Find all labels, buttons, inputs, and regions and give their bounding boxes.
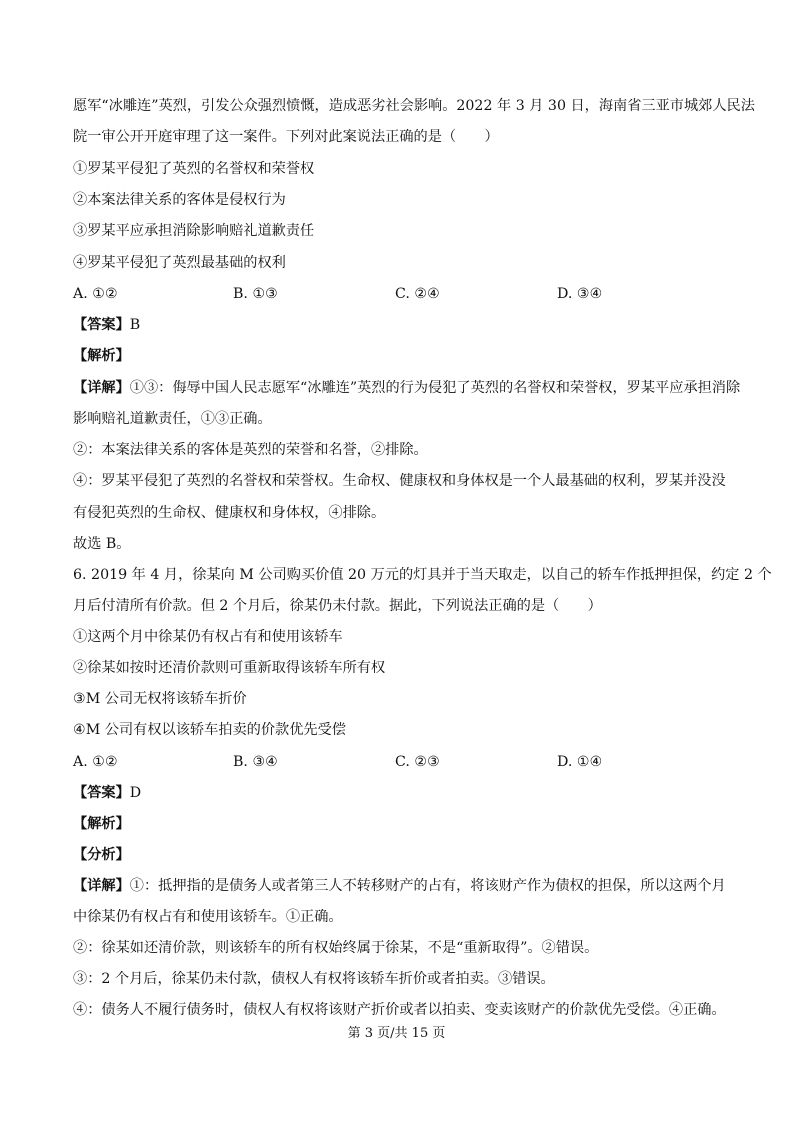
q5-detail-line-3: ②：本案法律关系的客体是英烈的荣誉和名誉，②排除。 (73, 442, 428, 458)
q5-conclusion: 故选 B。 (73, 536, 131, 552)
analysis-tag: 【解析】 (73, 816, 130, 832)
analysis-tag: 【解析】 (73, 348, 130, 364)
detail-text: ①：抵押指的是债务人或者第三人不转移财产的占有，将该财产作为债权的担保，所以这两个月 (129, 878, 726, 894)
q6-detail-line-4: ③：2 个月后，徐某仍未付款，债权人有权将该轿车折价或者拍卖。③错误。 (73, 971, 555, 987)
q5-statement-1: ①罗某平侵犯了英烈的名誉权和荣誉权 (73, 161, 315, 177)
q6-answer (73, 783, 141, 803)
q5-analysis-heading (73, 346, 130, 366)
q6-option-b: B. ③④ (233, 754, 278, 770)
q6-detail-line-3: ②：徐某如还清价款，则该轿车的所有权始终属于徐某，不是“重新取得”。②错误。 (73, 940, 599, 956)
answer-value: D (129, 785, 142, 801)
q6-detail-line-2: 中徐某仍有权占有和使用该轿车。①正确。 (73, 909, 343, 925)
detail-tag: 【详解】 (73, 878, 130, 894)
q6-statement-4: ④M 公司有权以该轿车拍卖的价款优先受偿 (73, 722, 346, 738)
answer-value: B (129, 317, 141, 333)
q5-detail-line-2: 影响赔礼道歉责任，①③正确。 (73, 411, 272, 427)
q5-statement-4: ④罗某平侵犯了英烈最基础的权利 (73, 255, 286, 271)
q6-option-a: A. ①② (73, 754, 118, 770)
q5-stem-line-1: 愿军“冰雕连”英烈，引发公众强烈愤慨，造成恶劣社会影响。2022 年 3 月 30 日，海南省三亚市城郊人民法 (73, 98, 755, 114)
q6-statement-3: ③M 公司无权将该轿车折价 (73, 691, 247, 707)
q5-detail-line-1 (73, 378, 740, 398)
q5-answer (73, 315, 140, 335)
q6-stem-line-1: 6. 2019 年 4 月，徐某向 M 公司购买价值 20 万元的灯具并于当天取走，以自己的轿车作抵押担保，约定 2 个 (73, 567, 772, 583)
q5-option-c: C. ②④ (395, 286, 440, 302)
q5-detail-line-4: ④：罗某平侵犯了英烈的名誉权和荣誉权。生命权、健康权和身体权是一个人最基础的权利，罗某并没没 (73, 473, 726, 489)
q6-option-c: C. ②③ (395, 754, 440, 770)
q6-stem-line-2: 月后付清所有价款。但 2 个月后，徐某仍未付款。据此，下列说法正确的是（ ） (73, 598, 602, 614)
q5-statement-2: ②本案法律关系的客体是侵权行为 (73, 192, 286, 208)
q5-options (73, 284, 713, 304)
q6-statement-1: ①这两个月中徐某仍有权占有和使用该轿车 (73, 629, 343, 645)
fenxi-tag: 【分析】 (73, 847, 130, 863)
q5-option-b: B. ①③ (233, 286, 278, 302)
answer-tag: 【答案】 (73, 317, 130, 333)
page-number: 第 3 页/共 15 页 (347, 1026, 446, 1041)
q5-stem-line-2: 院一审公开开庭审理了这一案件。下列对此案说法正确的是（ ） (73, 129, 499, 145)
q5-option-d: D. ③④ (557, 286, 603, 302)
answer-tag: 【答案】 (73, 785, 130, 801)
detail-text: ①③：侮辱中国人民志愿军“冰雕连”英烈的行为侵犯了英烈的名誉权和荣誉权，罗某平应承担消除 (129, 380, 741, 396)
q6-options (73, 752, 713, 772)
q6-detail-line-5: ④：债务人不履行债务时，债权人有权将该财产折价或者以拍卖、变卖该财产的价款优先受偿。④正确。 (73, 1002, 726, 1018)
q5-statement-3: ③罗某平应承担消除影响赔礼道歉责任 (73, 223, 315, 239)
q6-analysis-heading (73, 814, 130, 834)
q5-option-a: A. ①② (73, 286, 118, 302)
q6-option-d: D. ①④ (557, 754, 603, 770)
q6-fenxi-heading (73, 845, 130, 865)
q6-detail-line-1 (73, 876, 726, 896)
q5-detail-line-5: 有侵犯英烈的生命权、健康权和身体权，④排除。 (73, 505, 386, 521)
q6-statement-2: ②徐某如按时还清价款则可重新取得该轿车所有权 (73, 660, 386, 676)
detail-tag: 【详解】 (73, 380, 130, 396)
